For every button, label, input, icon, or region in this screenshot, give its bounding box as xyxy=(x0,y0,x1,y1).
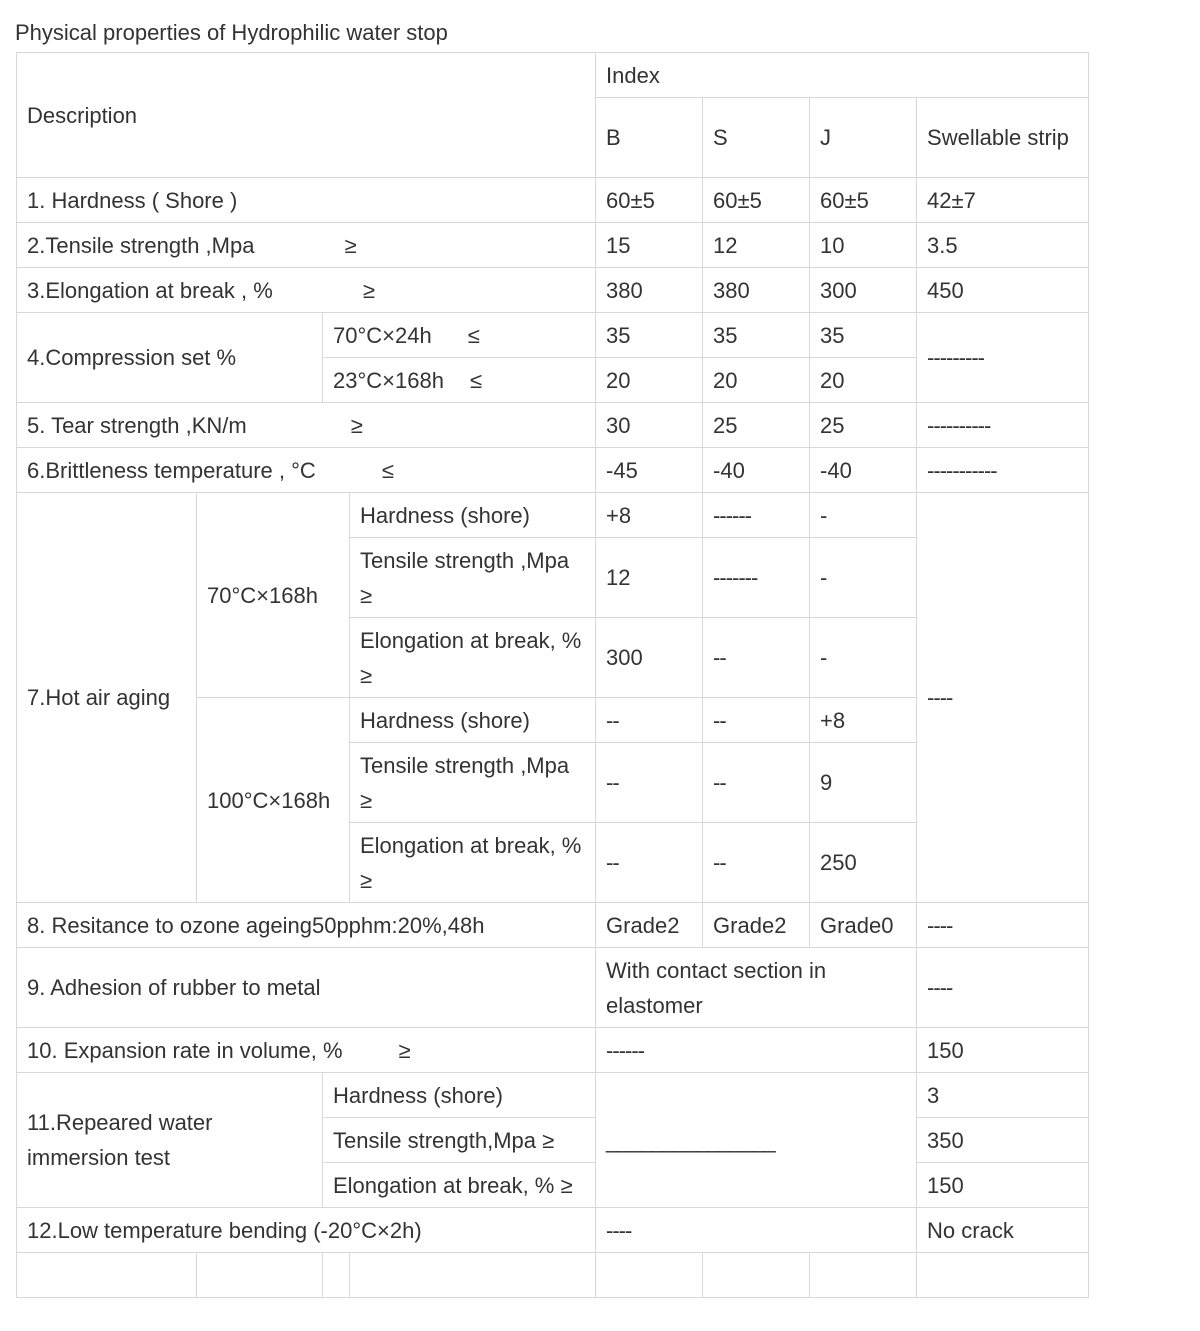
cell-j: 300 xyxy=(810,268,917,313)
cell-s: -40 xyxy=(703,448,810,493)
label-text: 3.Elongation at break , % xyxy=(27,277,273,303)
comparison-symbol: ≥ xyxy=(398,1037,411,1063)
cell-b: 380 xyxy=(596,268,703,313)
table-row xyxy=(17,1208,1089,1253)
row-label: 12.Low temperature bending (-20°C×2h) xyxy=(17,1208,596,1253)
sub-label: Tensile strength ,Mpa ≥ xyxy=(350,538,596,618)
comparison-symbol: ≤ xyxy=(381,457,394,483)
cell-b: -- xyxy=(596,823,703,903)
cell-j: +8 xyxy=(810,698,917,743)
cell-swellable: 150 xyxy=(917,1028,1089,1073)
cell-swellable: 150 xyxy=(917,1163,1089,1208)
header-b: B xyxy=(596,98,703,178)
cell-s: 60±5 xyxy=(703,178,810,223)
cell-s: 20 xyxy=(703,358,810,403)
row-label: 7.Hot air aging xyxy=(17,493,197,903)
empty-cell xyxy=(917,1253,1089,1298)
empty-cell xyxy=(197,1253,323,1298)
cell-s: -- xyxy=(703,698,810,743)
table-row xyxy=(17,268,1089,313)
cell-s: 35 xyxy=(703,313,810,358)
table-row xyxy=(17,1073,1089,1118)
comparison-symbol: ≥ xyxy=(362,277,375,303)
sub-label: Tensile strength ,Mpa ≥ xyxy=(350,743,596,823)
row-label xyxy=(17,1028,596,1073)
row-label xyxy=(17,403,596,448)
aging-condition: 100°C×168h xyxy=(197,698,350,903)
cell-b: -- xyxy=(596,698,703,743)
cell-swellable: No crack xyxy=(917,1208,1089,1253)
header-index: Index xyxy=(596,53,1089,98)
cell-s: -- xyxy=(703,823,810,903)
cell-b: 300 xyxy=(596,618,703,698)
cell-swellable: ---------- xyxy=(917,403,1089,448)
cell-s: ------- xyxy=(703,538,810,618)
header-row xyxy=(17,53,1089,98)
condition-label xyxy=(323,358,596,403)
row-label xyxy=(17,223,596,268)
comparison-symbol: ≥ xyxy=(344,232,357,258)
row-label: 4.Compression set % xyxy=(17,313,323,403)
cell-s: ------ xyxy=(703,493,810,538)
empty-cell xyxy=(323,1253,350,1298)
comparison-symbol: ≤ xyxy=(467,322,480,348)
cell-j: 25 xyxy=(810,403,917,448)
label-text: 2.Tensile strength ,Mpa xyxy=(27,232,255,258)
empty-cell xyxy=(596,1253,703,1298)
cell-swellable: ---- xyxy=(917,948,1089,1028)
empty-cell xyxy=(703,1253,810,1298)
header-j: J xyxy=(810,98,917,178)
cell-b: 12 xyxy=(596,538,703,618)
cell-swellable: 3.5 xyxy=(917,223,1089,268)
table-row xyxy=(17,313,1089,358)
cell-s: -- xyxy=(703,618,810,698)
cell-j: 9 xyxy=(810,743,917,823)
sub-label: Hardness (shore) xyxy=(350,493,596,538)
cell-j: - xyxy=(810,493,917,538)
label-text: 5. Tear strength ,KN/m xyxy=(27,412,247,438)
cell-swellable: ---- xyxy=(917,903,1089,948)
row-label: 11.Repeared water immersion test xyxy=(17,1073,323,1208)
header-description: Description xyxy=(17,53,596,178)
table-row xyxy=(17,448,1089,493)
row-label xyxy=(17,268,596,313)
cell-swellable: 3 xyxy=(917,1073,1089,1118)
cell-j: - xyxy=(810,538,917,618)
table-row xyxy=(17,223,1089,268)
cell-b: -- xyxy=(596,743,703,823)
sub-label: Hardness (shore) xyxy=(323,1073,596,1118)
cell-value: ---- xyxy=(596,1208,917,1253)
cell-b: +8 xyxy=(596,493,703,538)
header-swellable: Swellable strip xyxy=(917,98,1089,178)
aging-condition: 70°C×168h xyxy=(197,493,350,698)
header-s: S xyxy=(703,98,810,178)
table-row xyxy=(17,178,1089,223)
row-label: 9. Adhesion of rubber to metal xyxy=(17,948,596,1028)
cell-j: - xyxy=(810,618,917,698)
cell-b: 35 xyxy=(596,313,703,358)
cell-s: 12 xyxy=(703,223,810,268)
cell-b: 30 xyxy=(596,403,703,448)
cell-swellable: 450 xyxy=(917,268,1089,313)
cell-b: 20 xyxy=(596,358,703,403)
cell-b: -45 xyxy=(596,448,703,493)
empty-cell xyxy=(810,1253,917,1298)
row-label: 8. Resitance to ozone ageing50pphm:20%,48h xyxy=(17,903,596,948)
cell-s: 380 xyxy=(703,268,810,313)
cell-swellable: 42±7 xyxy=(917,178,1089,223)
label-text: 6.Brittleness temperature , °C xyxy=(27,457,316,483)
table-row xyxy=(17,1028,1089,1073)
cell-swellable: ----------- xyxy=(917,448,1089,493)
row-label: 1. Hardness ( Shore ) xyxy=(17,178,596,223)
table-row xyxy=(17,403,1089,448)
table-row xyxy=(17,493,1089,538)
row-label xyxy=(17,448,596,493)
empty-cell xyxy=(350,1253,596,1298)
condition-text: 23°C×168h xyxy=(333,367,444,393)
cell-b: Grade2 xyxy=(596,903,703,948)
cell-j: 60±5 xyxy=(810,178,917,223)
cell-b: 60±5 xyxy=(596,178,703,223)
cell-j: -40 xyxy=(810,448,917,493)
label-text: 10. Expansion rate in volume, % xyxy=(27,1037,343,1063)
table-caption: Physical properties of Hydrophilic water stop xyxy=(15,20,448,45)
cell-j: 20 xyxy=(810,358,917,403)
cell-j: 35 xyxy=(810,313,917,358)
cell-j: 250 xyxy=(810,823,917,903)
cell-s: -- xyxy=(703,743,810,823)
empty-row xyxy=(17,1253,1089,1298)
sub-label: Elongation at break, % ≥ xyxy=(323,1163,596,1208)
sub-label: Hardness (shore) xyxy=(350,698,596,743)
sub-label: Elongation at break, % ≥ xyxy=(350,823,596,903)
properties-table xyxy=(16,52,1089,1298)
cell-s: 25 xyxy=(703,403,810,448)
table-row xyxy=(17,948,1089,1028)
condition-label xyxy=(323,313,596,358)
cell-b: 15 xyxy=(596,223,703,268)
empty-cell xyxy=(17,1253,197,1298)
sub-label: Tensile strength,Mpa ≥ xyxy=(323,1118,596,1163)
cell-s: Grade2 xyxy=(703,903,810,948)
cell-swellable: 350 xyxy=(917,1118,1089,1163)
sub-label: Elongation at break, % ≥ xyxy=(350,618,596,698)
cell-value: ------ xyxy=(596,1028,917,1073)
cell-value: With contact section in elastomer xyxy=(596,948,917,1028)
cell-j: Grade0 xyxy=(810,903,917,948)
cell-value: _______________ xyxy=(596,1073,917,1208)
table-row xyxy=(17,903,1089,948)
cell-swellable: ---- xyxy=(917,493,1089,903)
cell-j: 10 xyxy=(810,223,917,268)
condition-text: 70°C×24h xyxy=(333,322,432,348)
cell-swellable: --------- xyxy=(917,313,1089,403)
comparison-symbol: ≤ xyxy=(469,367,483,393)
comparison-symbol: ≥ xyxy=(350,412,363,438)
